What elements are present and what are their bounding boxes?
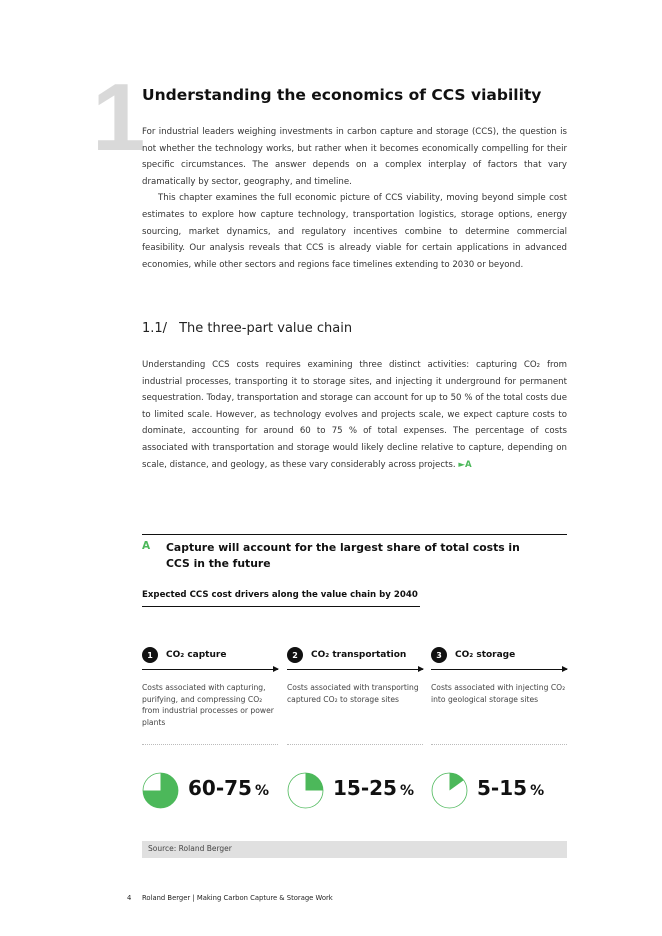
value-chain-step: [287, 646, 423, 705]
chapter-number: 1: [92, 64, 146, 171]
figure-subtitle: Expected CCS cost drivers along the value chain by 2040: [142, 590, 420, 607]
arrow-icon: [287, 669, 423, 670]
section-title: The three-part value chain: [179, 321, 353, 336]
footer-text: Roland Berger | Making Carbon Capture & Storage Work: [142, 894, 333, 902]
percent-unit: %: [399, 783, 414, 799]
cost-share-range: 60-75: [188, 776, 252, 800]
step-description: Costs associated with capturing, purifying, and compressing CO₂ from industrial processes or power plants: [142, 683, 274, 727]
pie-chart-icon: [142, 772, 179, 809]
pie-chart-icon: [287, 772, 324, 809]
source-note: Source: Roland Berger: [142, 841, 567, 858]
pie-chart-icon: [431, 772, 468, 809]
paragraph: For industrial leaders weighing investments in carbon capture and storage (CCS), the question is not whether the technology works, but rather when it becomes economically compelling for their specific circumstances. The answer depends on a complex interplay of factors that vary dramatically by sector, geography, and timeline.: [142, 127, 567, 187]
dotted-divider: [431, 744, 567, 745]
step-description: Costs associated with transporting captured CO₂ to storage sites: [287, 683, 419, 704]
step-label: CO₂ capture: [166, 650, 227, 660]
section-number: 1.1/: [142, 321, 168, 336]
step-number-badge: 2: [287, 647, 303, 663]
step-number-badge: 3: [431, 647, 447, 663]
page-number: 4: [127, 894, 132, 902]
step-label: CO₂ storage: [455, 650, 516, 660]
step-description: Costs associated with injecting CO₂ into geological storage sites: [431, 683, 566, 704]
arrow-icon: [142, 669, 278, 670]
intro-text: [142, 124, 567, 273]
step-label: CO₂ transportation: [311, 650, 407, 660]
section-heading: [142, 321, 364, 336]
figure-letter: A: [142, 540, 151, 552]
percent-unit: %: [254, 783, 269, 799]
paragraph: This chapter examines the full economic picture of CCS viability, moving beyond simple cost estimates to explore how capture technology, transportation logistics, storage options, energy sourcing, market dynamics, and regulatory incentives combine to determine commercial feasibility. Our analysis reveals that CCS is already viable for certain applications in advanced economies, while other sectors and regions face timelines extending to 2030 or beyond.: [142, 193, 567, 270]
cost-share-value: [477, 776, 544, 800]
cost-share-range: 5-15: [477, 776, 528, 800]
paragraph: Understanding CCS costs requires examining three distinct activities: capturing CO₂ from industrial processes, transporting it to storage sites, and injecting it underground for permanent sequestration. Today, transportation and storage can account for up to 50 % of the total costs due to limited scale. However, as technology evolves and projects scale, we expect capture costs to dominate, accounting for around 60 to 75 % of total expenses. The percentage of costs associated with transportation and storage would likely decline relative to capture, depending on scale, distance, and geology, as these vary considerably across projects.: [142, 360, 567, 470]
dotted-divider: [142, 744, 278, 745]
cost-share-value: [333, 776, 414, 800]
arrow-icon: [431, 669, 567, 670]
figure-title: Capture will account for the largest share of total costs in CCS in the future: [166, 541, 520, 570]
dotted-divider: [287, 744, 423, 745]
divider: [142, 534, 567, 535]
value-chain-step: [142, 646, 278, 728]
cost-share-value: [188, 776, 269, 800]
chapter-title: Understanding the economics of CCS viability: [142, 86, 542, 104]
section-text: [142, 357, 567, 473]
pie-slice: [306, 773, 324, 791]
figure-reference-link[interactable]: ►A: [458, 459, 472, 470]
cost-share-range: 15-25: [333, 776, 397, 800]
step-number-badge: 1: [142, 647, 158, 663]
value-chain-step: [431, 646, 567, 705]
percent-unit: %: [530, 783, 545, 799]
